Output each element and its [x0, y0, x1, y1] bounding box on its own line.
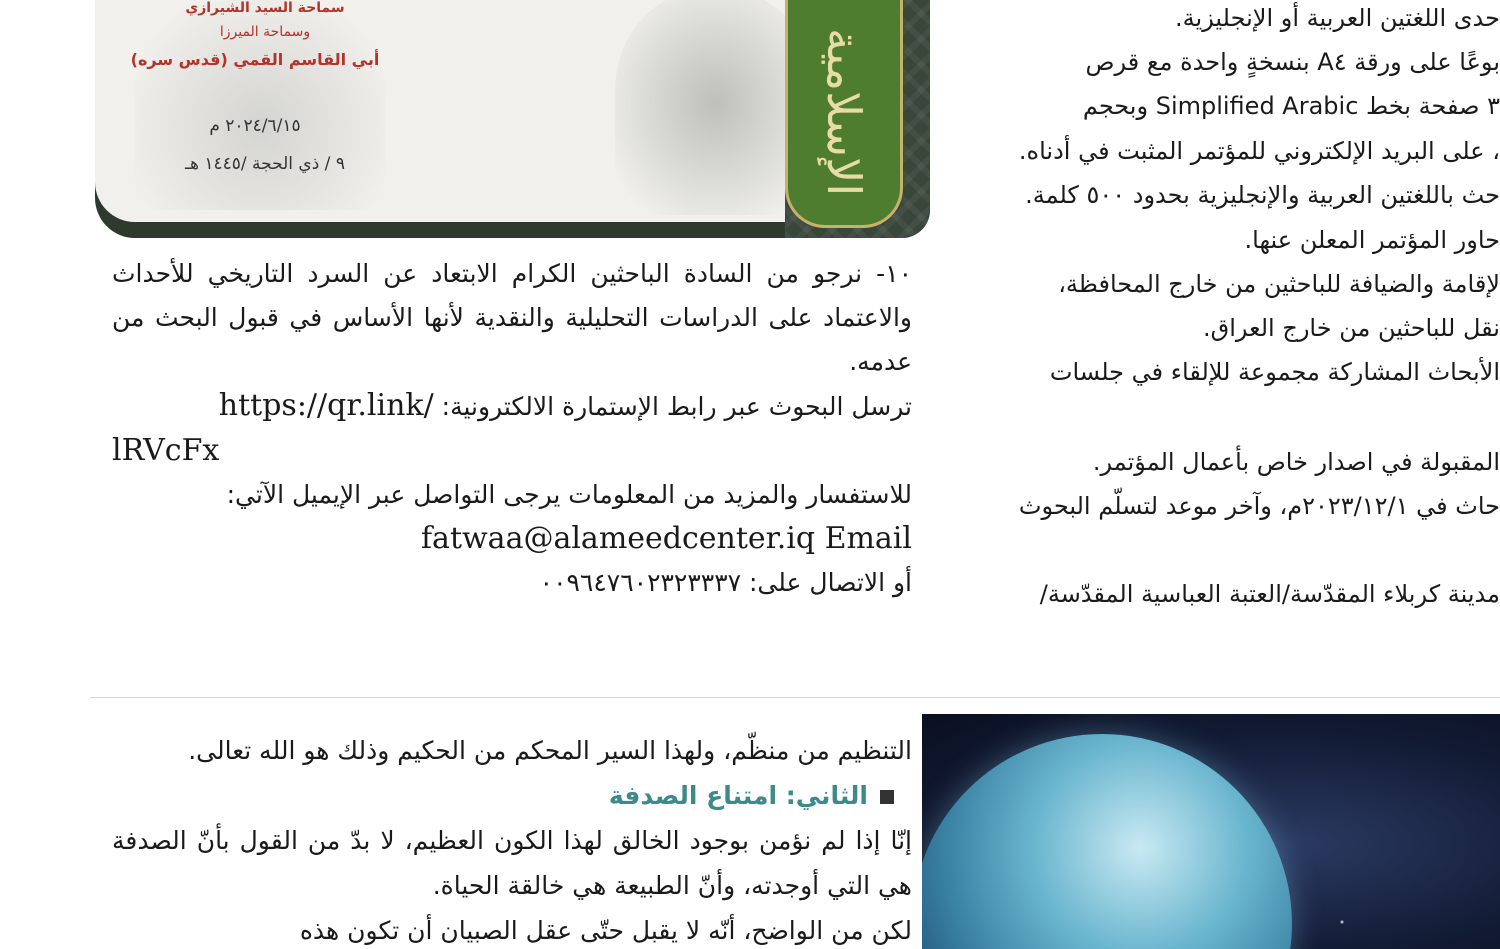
- article-paragraph: إنّا إذا لم نؤمن بوجود الخالق لهذا الكون العظيم، لا بدّ من القول بأنّ الصدفة هي التي أوجدته، وأنّ الطبيعة هي خالقة الحياة.: [112, 826, 912, 900]
- contact-text: للاستفسار والمزيد من المعلومات يرجى التواصل عبر الإيميل الآتي:: [226, 480, 912, 509]
- planet-sphere: [922, 734, 1292, 949]
- condition-line: نقل للباحثين من خارج العراق.: [1203, 314, 1500, 342]
- condition-line: حدى اللغتين العربية أو الإنجليزية.: [1175, 4, 1500, 32]
- section-divider: [90, 697, 1500, 698]
- subheading-text: الثاني: امتناع الصدفة: [608, 781, 868, 810]
- condition-line: حث باللغتين العربية والإنجليزية بحدود ٥٠٠ كلمة.: [1025, 181, 1500, 209]
- condition-line: لإقامة والضيافة للباحثين من خارج المحافظة،: [1058, 270, 1500, 298]
- article-body: [112, 728, 912, 949]
- submit-text: [112, 384, 912, 429]
- poster-card: [95, 0, 825, 222]
- article-line: التنظيم من منظّم، ولهذا السير المحكم من الحكيم وذلك هو الله تعالى.: [188, 736, 912, 765]
- condition-line: حاور المؤتمر المعلن عنها.: [1244, 226, 1500, 254]
- poster-name-1: سماحة السيد الشيرازي: [185, 0, 345, 16]
- condition-line: بوعًا على ورقة A٤ بنسخةٍ واحدة مع قرص: [1085, 48, 1500, 76]
- condition-line: ، على البريد الإلكتروني للمؤتمر المثبت في أدناه.: [1018, 137, 1500, 165]
- submit-url-continued[interactable]: lRVcFx: [112, 433, 220, 468]
- planet-image: [922, 714, 1500, 949]
- condition-line: حاث في ٢٠٢٣/١٢/١م، وآخر موعد لتسلّم البحوث: [1018, 492, 1500, 520]
- article-paragraph: لكن من الواضح، أنّه لا يقبل حتّى عقل الصبيان أن تكون هذه: [299, 916, 912, 945]
- square-bullet-icon: [880, 790, 894, 804]
- poster-date-gregorian: ٢٠٢٤/٦/١٥ م: [209, 116, 301, 136]
- email-link[interactable]: fatwaa@alameedcenter.iq Email: [420, 521, 912, 556]
- submit-url[interactable]: https://qr.link/: [218, 388, 434, 423]
- calligraphy-badge: الإسلامية: [785, 0, 903, 228]
- condition-line: الأبحاث المشاركة مجموعة للإلقاء في جلسات: [1049, 358, 1500, 386]
- submit-label: ترسل البحوث عبر رابط الإستمارة الالكترونية:: [441, 392, 912, 421]
- poster-name-3: أبي القاسم القمي (قدس سره): [130, 50, 380, 69]
- condition-line: المقبولة في اصدار خاص بأعمال المؤتمر.: [1092, 448, 1500, 476]
- note-paragraph: ١٠- نرجو من السادة الباحثين الكرام الابتعاد عن السرد التاريخي للأحداث والاعتماد على الدراسات التحليلية والنقدية لأنها الأساس في قبول البحث من عدمه.: [112, 259, 912, 376]
- submission-info: [112, 252, 912, 605]
- phone-text: أو الاتصال على: ٠٠٩٦٤٧٦٠٢٣٢٣٣٣٧: [539, 568, 912, 597]
- poster-name-2: وسماحة الميرزا: [219, 24, 311, 40]
- poster-date-hijri: ٩ / ذي الحجة /١٤٤٥ هـ: [185, 154, 345, 174]
- article-subheading: [112, 773, 912, 818]
- condition-line: مدينة كربلاء المقدّسة/العتبة العباسية المقدّسة/: [1039, 580, 1500, 608]
- condition-line: ٣ صفحة بخط Simplified Arabic وبحجم: [1082, 92, 1500, 120]
